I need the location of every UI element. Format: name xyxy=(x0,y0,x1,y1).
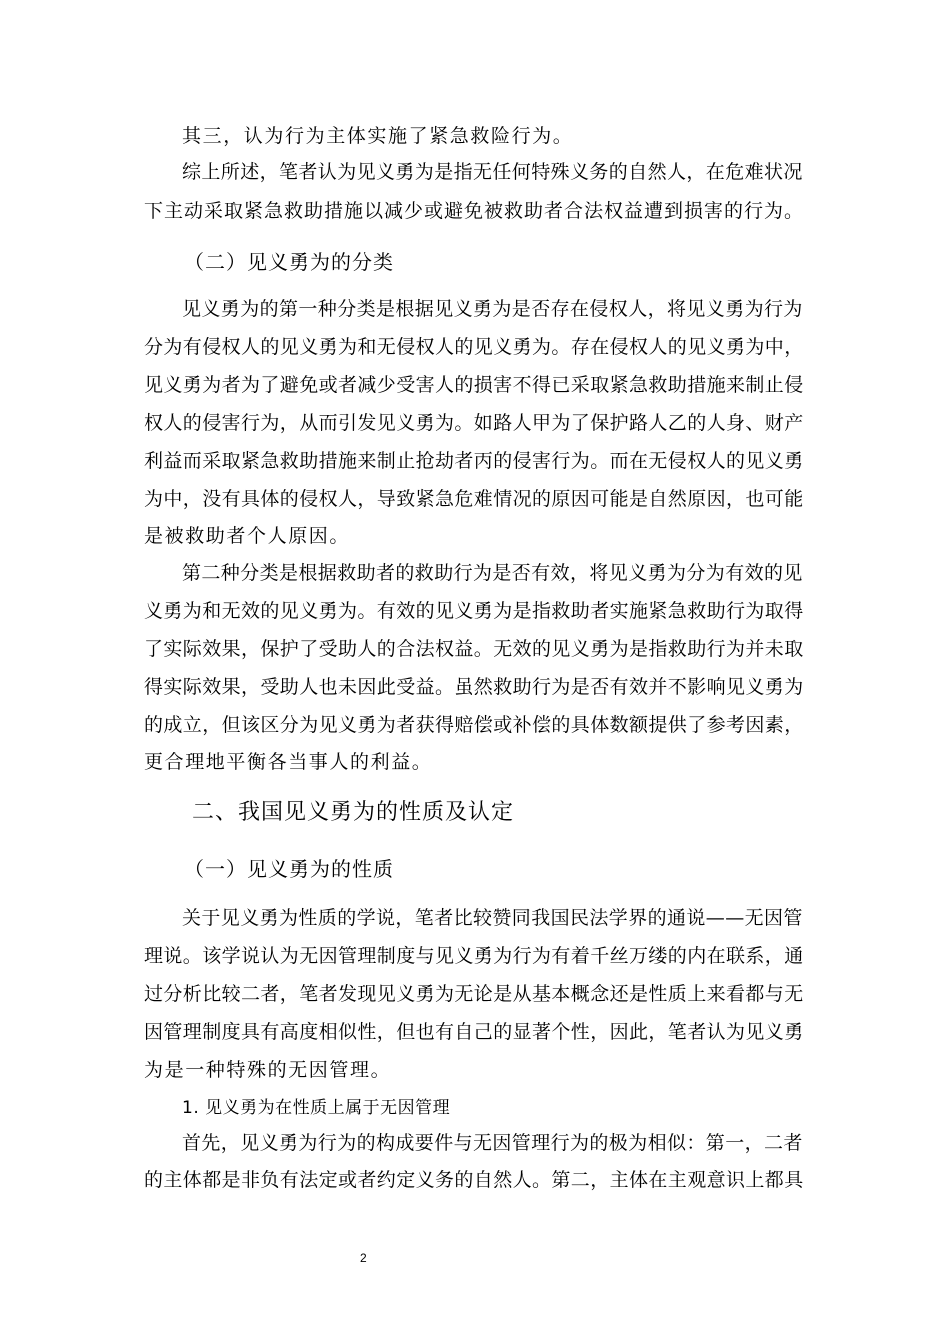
body-text-line: 其三，认为行为主体实施了紧急救险行为。 xyxy=(182,125,574,147)
body-text-line: 分为有侵权人的见义勇为和无侵权人的见义勇为。存在侵权人的见义勇为中， xyxy=(144,336,804,358)
body-text-line: 下主动采取紧急救助措施以减少或避免被救助者合法权益遭到损害的行为。 xyxy=(144,200,805,222)
body-text-line: 义勇为和无效的见义勇为。有效的见义勇为是指救助者实施紧急救助行为取得 xyxy=(144,600,804,622)
body-text-line: 首先，见义勇为行为的构成要件与无因管理行为的极为相似：第一，二者 xyxy=(182,1132,803,1154)
chapter-heading: 二、我国见义勇为的性质及认定 xyxy=(192,800,515,825)
body-text-line: 见义勇为者为了避免或者减少受害人的损害不得已采取紧急救助措施来制止侵 xyxy=(144,374,804,396)
body-text-line: 更合理地平衡各当事人的利益。 xyxy=(144,751,433,773)
body-text-line: 第二种分类是根据救助者的救助行为是否有效，将见义勇为分为有效的见 xyxy=(182,562,803,584)
body-text-line: 的成立，但该区分为见义勇为者获得赔偿或补偿的具体数额提供了参考因素， xyxy=(144,714,804,736)
body-text-line: 因管理制度具有高度相似性，但也有自己的显著个性，因此，笔者认为见义勇 xyxy=(144,1021,804,1043)
subsection-heading-nature: （一）见义勇为的性质 xyxy=(184,857,394,881)
body-text-line: 得实际效果，受助人也未因此受益。虽然救助行为是否有效并不影响见义勇为 xyxy=(144,676,804,698)
subsection-heading-classification: （二）见义勇为的分类 xyxy=(184,250,394,274)
body-text-line: 综上所述，笔者认为见义勇为是指无任何特殊义务的自然人，在危难状况 xyxy=(182,161,803,183)
body-text-line: 为中，没有具体的侵权人，导致紧急危难情况的原因可能是自然原因，也可能 xyxy=(144,488,804,510)
numbered-point-heading: 1. 见义勇为在性质上属于无因管理 xyxy=(182,1098,451,1118)
body-text-line: 过分析比较二者，笔者发现见义勇为无论是从基本概念还是性质上来看都与无 xyxy=(144,983,804,1005)
body-text-line: 理说。该学说认为无因管理制度与见义勇为行为有着千丝万缕的内在联系，通 xyxy=(144,945,804,967)
body-text-line: 权人的侵害行为，从而引发见义勇为。如路人甲为了保护路人乙的人身、财产 xyxy=(144,412,804,434)
body-text-line: 是被救助者个人原因。 xyxy=(144,525,351,547)
body-text-line: 见义勇为的第一种分类是根据见义勇为是否存在侵权人，将见义勇为行为 xyxy=(182,298,803,320)
body-text-line: 利益而采取紧急救助措施来制止抢劫者丙的侵害行为。而在无侵权人的见义勇 xyxy=(144,450,804,472)
page-number: 2 xyxy=(360,1251,367,1265)
body-text-line: 为是一种特殊的无因管理。 xyxy=(144,1059,392,1081)
body-text-line: 了实际效果，保护了受助人的合法权益。无效的见义勇为是指救助行为并未取 xyxy=(144,638,804,660)
body-text-line: 的主体都是非负有法定或者约定义务的自然人。第二，主体在主观意识上都具 xyxy=(144,1169,804,1191)
body-text-line: 关于见义勇为性质的学说，笔者比较赞同我国民法学界的通说——无因管 xyxy=(182,907,803,929)
